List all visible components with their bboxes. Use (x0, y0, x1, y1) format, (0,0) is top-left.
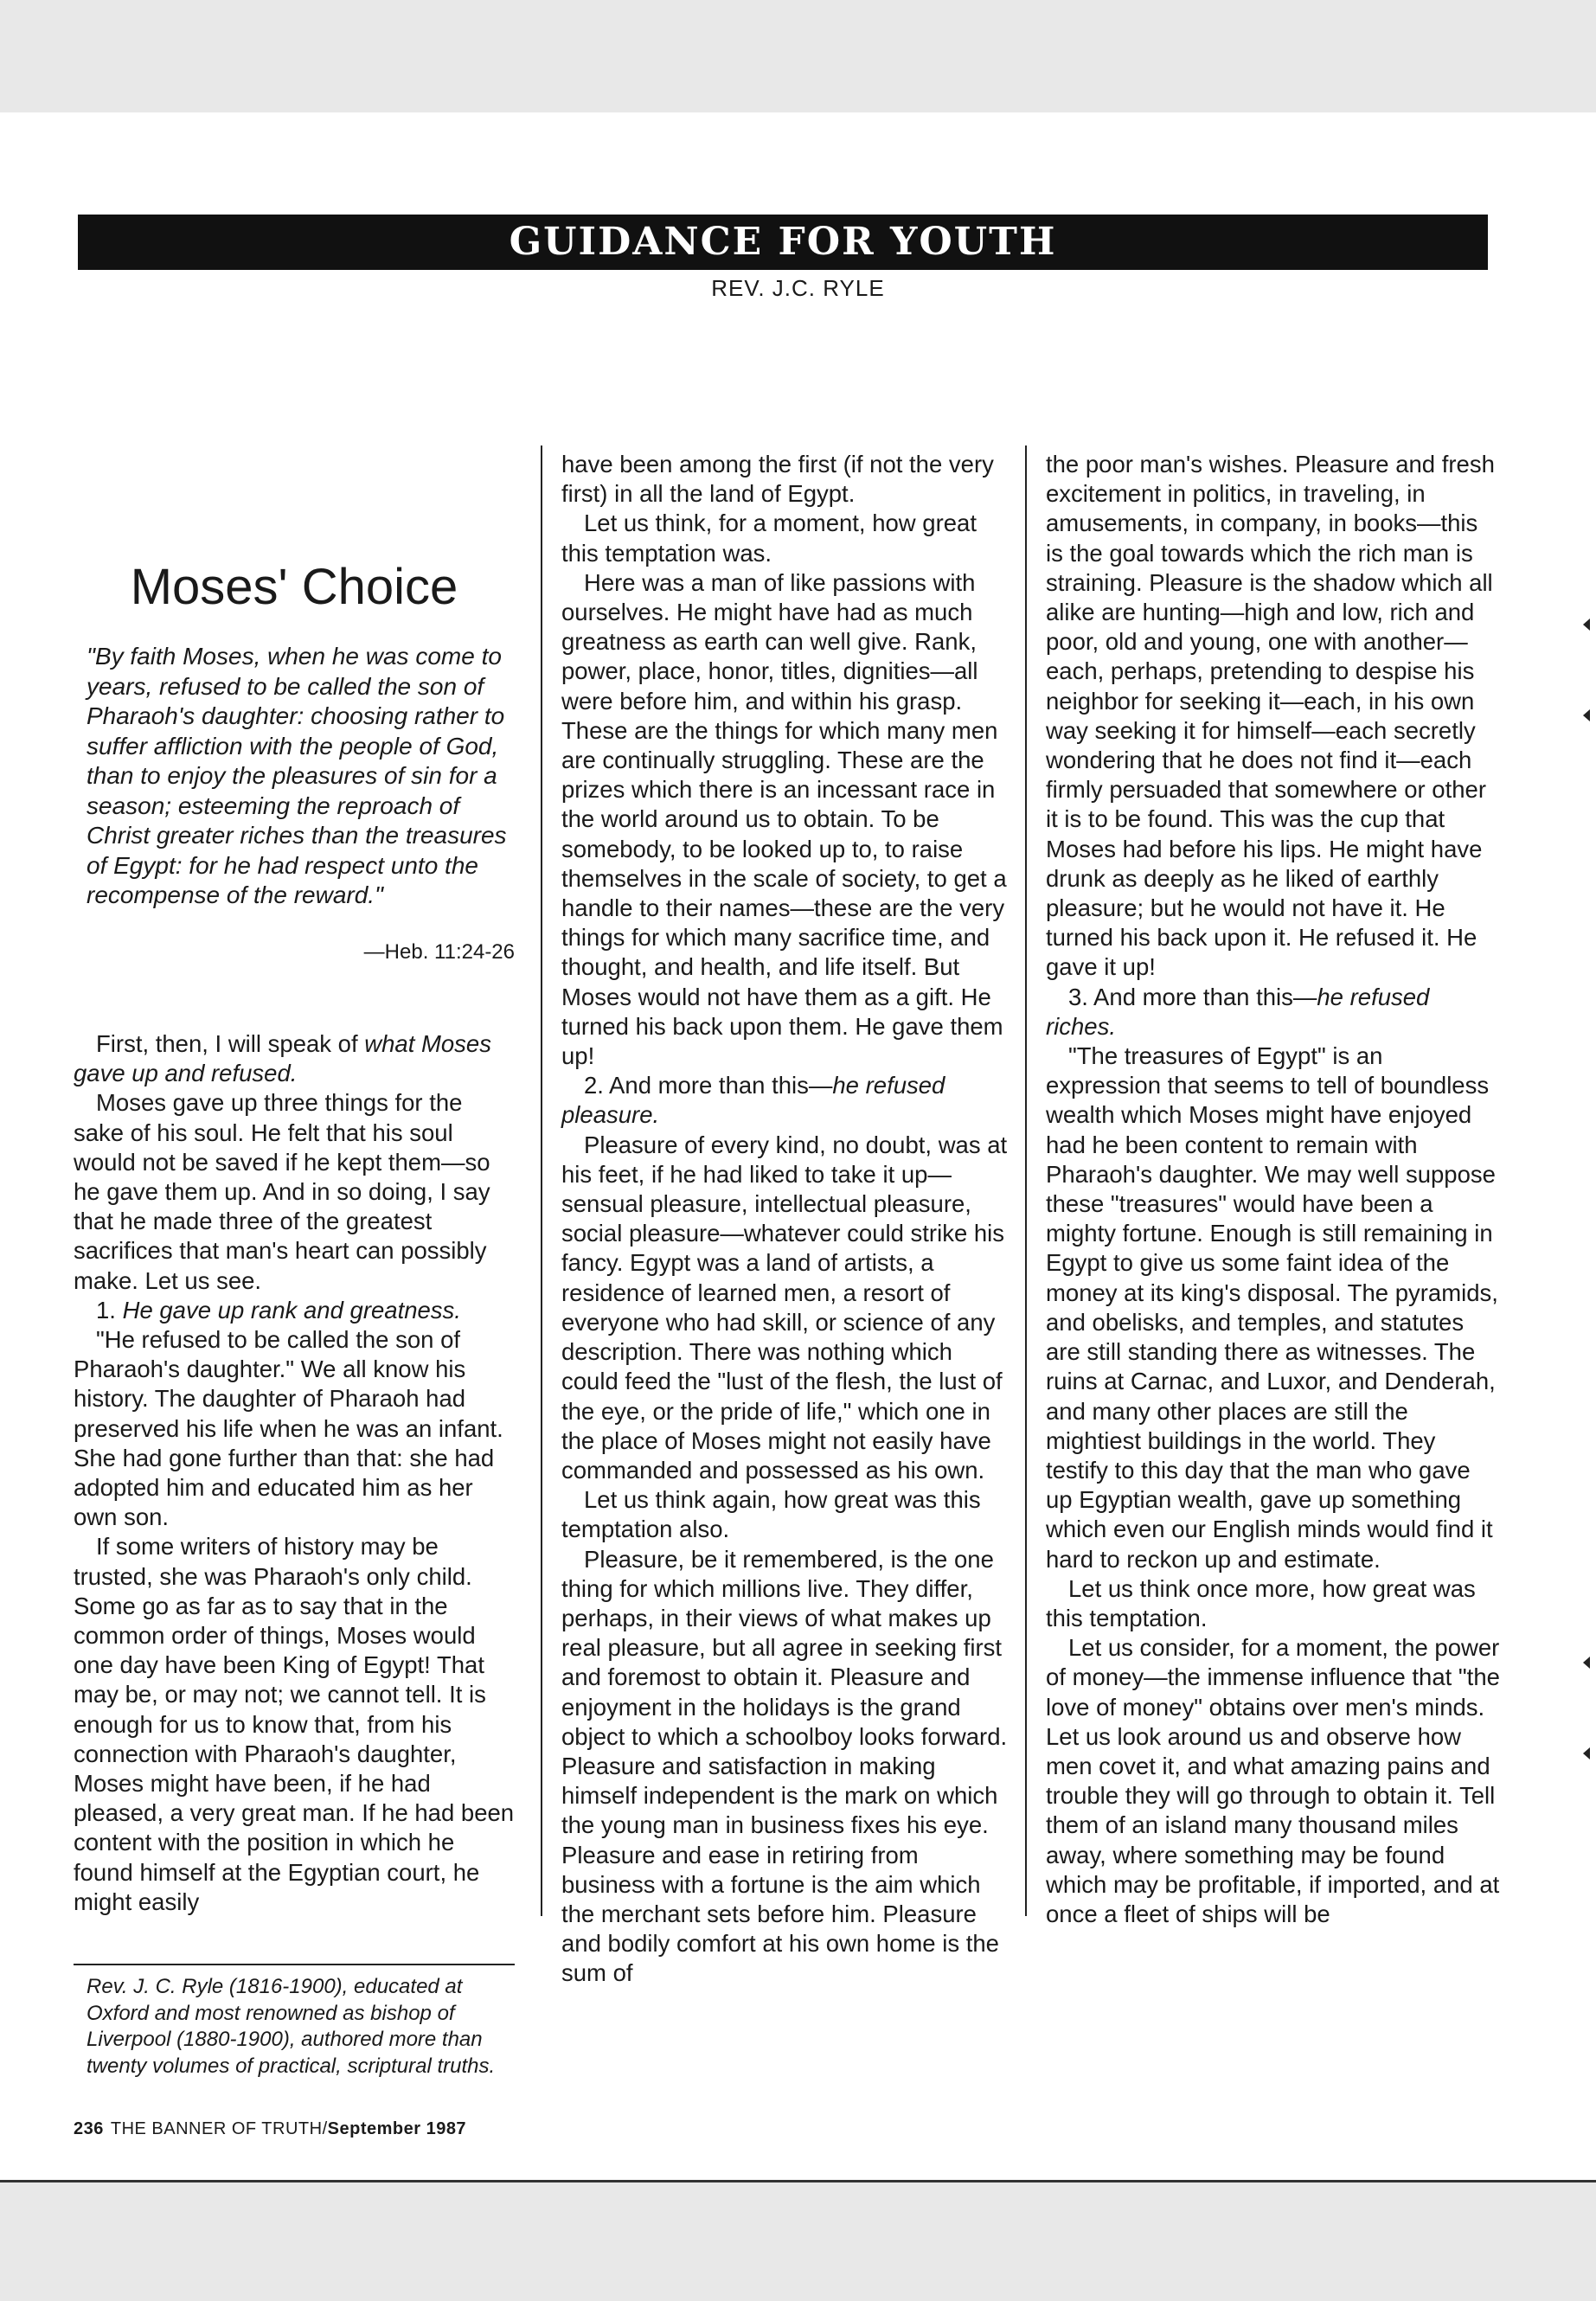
paragraph: Here was a man of like passions with ourselves. He might have had as much greatness as earth can well give. Rank, power, place, honor, titles, dignities—all were before him, and within his grasp. These are the things for which many men are continually struggling. These are the prizes which there is an incessant race in the world around us to obtain. To be somebody, to be looked up to, to raise themselves in the scale of society, to get a handle to their names—these are the very things for which many sacrifice time, and thought, and health, and life itself. But Moses would not have them as a gift. He turned his back upon them. He gave them up! (561, 568, 1007, 1070)
page-number: 236 (74, 2119, 104, 2138)
issue-date: September 1987 (327, 2119, 467, 2138)
paragraph: Let us think, for a moment, how great this temptation was. (561, 510, 977, 567)
paragraph: If some writers of history may be trusted, she was Pharaoh's only child. Some go as far as to say that in the common order of things, Moses would one day have been King of Egypt! That may be, or may not; we cannot tell. It is enough for us to know that, from his connection with Pharaoh's daughter, Moses might have been, if he had pleased, a very great man. If he had been content with the position in which he found himself at the Egyptian court, he might easily (74, 1533, 515, 1915)
paragraph: 3. And more than this—he refused riches. (1046, 983, 1430, 1040)
column-3 (1046, 450, 1500, 1929)
edge-arrow-icon (1583, 1657, 1590, 1669)
column-divider (541, 445, 542, 1916)
paragraph: 1. He gave up rank and greatness. (96, 1296, 461, 1324)
page-footer (74, 2119, 466, 2139)
column-divider (1025, 445, 1027, 1916)
paragraph: have been among the first (if not the very first) in all the land of Egypt. (561, 451, 994, 508)
column-1 (74, 1029, 515, 1917)
paragraph: Pleasure of every kind, no doubt, was at his feet, if he had liked to take it up—sensual pleasure, intellectual pleasure, social pleasure—whatever could strike his fancy. Egypt was a land of artists, a residence of learned men, a resort of everyone who had skill, or science of any description. There was nothing which could feed the "lust of the flesh, the lust of the eye, or the pride of life," which one in the place of Moses might not easily have commanded and possessed as his own. (561, 1131, 1008, 1484)
paragraph: Let us consider, for a moment, the power of money—the immense influence that "the love of money" obtains over men's minds. Let us look around us and observe how men covet it, and what amazing pains and trouble they will go through to obtain it. Tell them of an island many thousand miles away, where something may be found which may be profitable, if imported, and at once a fleet of ships will be (1046, 1634, 1500, 1927)
edge-arrow-icon (1583, 709, 1590, 721)
edge-arrow-icon (1583, 619, 1590, 631)
paragraph: 2. And more than this—he refused pleasure. (561, 1072, 945, 1129)
epigraph-quote: "By faith Moses, when he was come to years, refused to be called the son of Pharaoh's daughter: choosing rather to suffer affliction with the people of God, than to enjoy the pleasures of sin for a season; esteeming the reproach of Christ greater riches than the treasures of Egypt: for he had respect unto the recompense of the reward." (87, 643, 507, 908)
author-byline: REV. J.C. RYLE (711, 275, 885, 301)
bio-divider (74, 1964, 515, 1965)
edge-arrow-icon (1583, 1747, 1590, 1759)
paragraph: Let us think again, how great was this temptation also. (561, 1486, 981, 1543)
epigraph-reference: —Heb. 11:24-26 (363, 940, 515, 964)
paragraph: "The treasures of Egypt" is an expression that seems to tell of boundless wealth which Moses might have enjoyed had he been content to remain with Pharaoh's daughter. We may well suppose these "treasures" would have been a mighty fortune. Enough is still remaining in Egypt to give us some faint idea of the money at its king's disposal. The pyramids, and obelisks, and temples, and statutes are still standing there as witnesses. The ruins at Carnac, and Luxor, and Denderah, and many other places are still the mightiest buildings in the world. They testify to this day that the man who gave up Egyptian wealth, gave up something which even our English minds would find it hard to reckon up and estimate. (1046, 1042, 1498, 1573)
paragraph: Pleasure, be it remembered, is the one thing for which millions live. They differ, perhaps, in their views of what makes up real pleasure, but all agree in seeking first and foremost to obtain it. Pleasure and enjoyment in the holidays is the grand object to which a schoolboy looks forward. Pleasure and satisfaction in making himself independent is the mark on which the young man in business fixes his eye. Pleasure and ease in retiring from business with a fortune is the aim which the merchant sets before him. Pleasure and bodily comfort at his own home is the sum of (561, 1545, 1008, 1987)
column-2 (561, 450, 1010, 1989)
section-banner: GUIDANCE FOR YOUTH (78, 215, 1488, 270)
paragraph: the poor man's wishes. Pleasure and fresh excitement in politics, in traveling, in amusements, in company, in books—this is the goal towards which the rich man is straining. Pleasure is the shadow which all alike are hunting—high and low, rich and poor, old and young, one with another—each, perhaps, pretending to despise his neighbor for seeking it—each, in his own way seeking it for himself—each secretly wondering that he does not find it—each firmly persuaded that somewhere or other it is to be found. This was the cup that Moses had before his lips. He might have drunk as deeply as he liked of earthly pleasure; but he would not have it. He turned his back upon it. He refused it. He gave it up! (1046, 451, 1495, 981)
paragraph: First, then, I will speak of what Moses gave up and refused. (74, 1030, 491, 1087)
paragraph: "He refused to be called the son of Pharaoh's daughter." We all know his history. The daughter of Pharaoh had preserved his life when he was an infant. She had gone further than that: she had adopted him and educated him as her own son. (74, 1326, 503, 1531)
paragraph: Moses gave up three things for the sake of his soul. He felt that his soul would not be saved if he kept them—so he gave them up. And in so doing, I say that he made three of the greatest sacrifices that man's heart can possibly make. Let us see. (74, 1089, 490, 1294)
paragraph: Let us think once more, how great was this temptation. (1046, 1574, 1476, 1631)
article-title: Moses' Choice (130, 559, 458, 615)
author-bio: Rev. J. C. Ryle (1816-1900), educated at Oxford and most renowned as bishop of Liverpool (1880-1900), authored more than twenty volumes of practical, scriptural truths. (87, 1975, 496, 2078)
magazine-page (0, 112, 1596, 2182)
publication-name: THE BANNER OF TRUTH/ (110, 2119, 328, 2138)
